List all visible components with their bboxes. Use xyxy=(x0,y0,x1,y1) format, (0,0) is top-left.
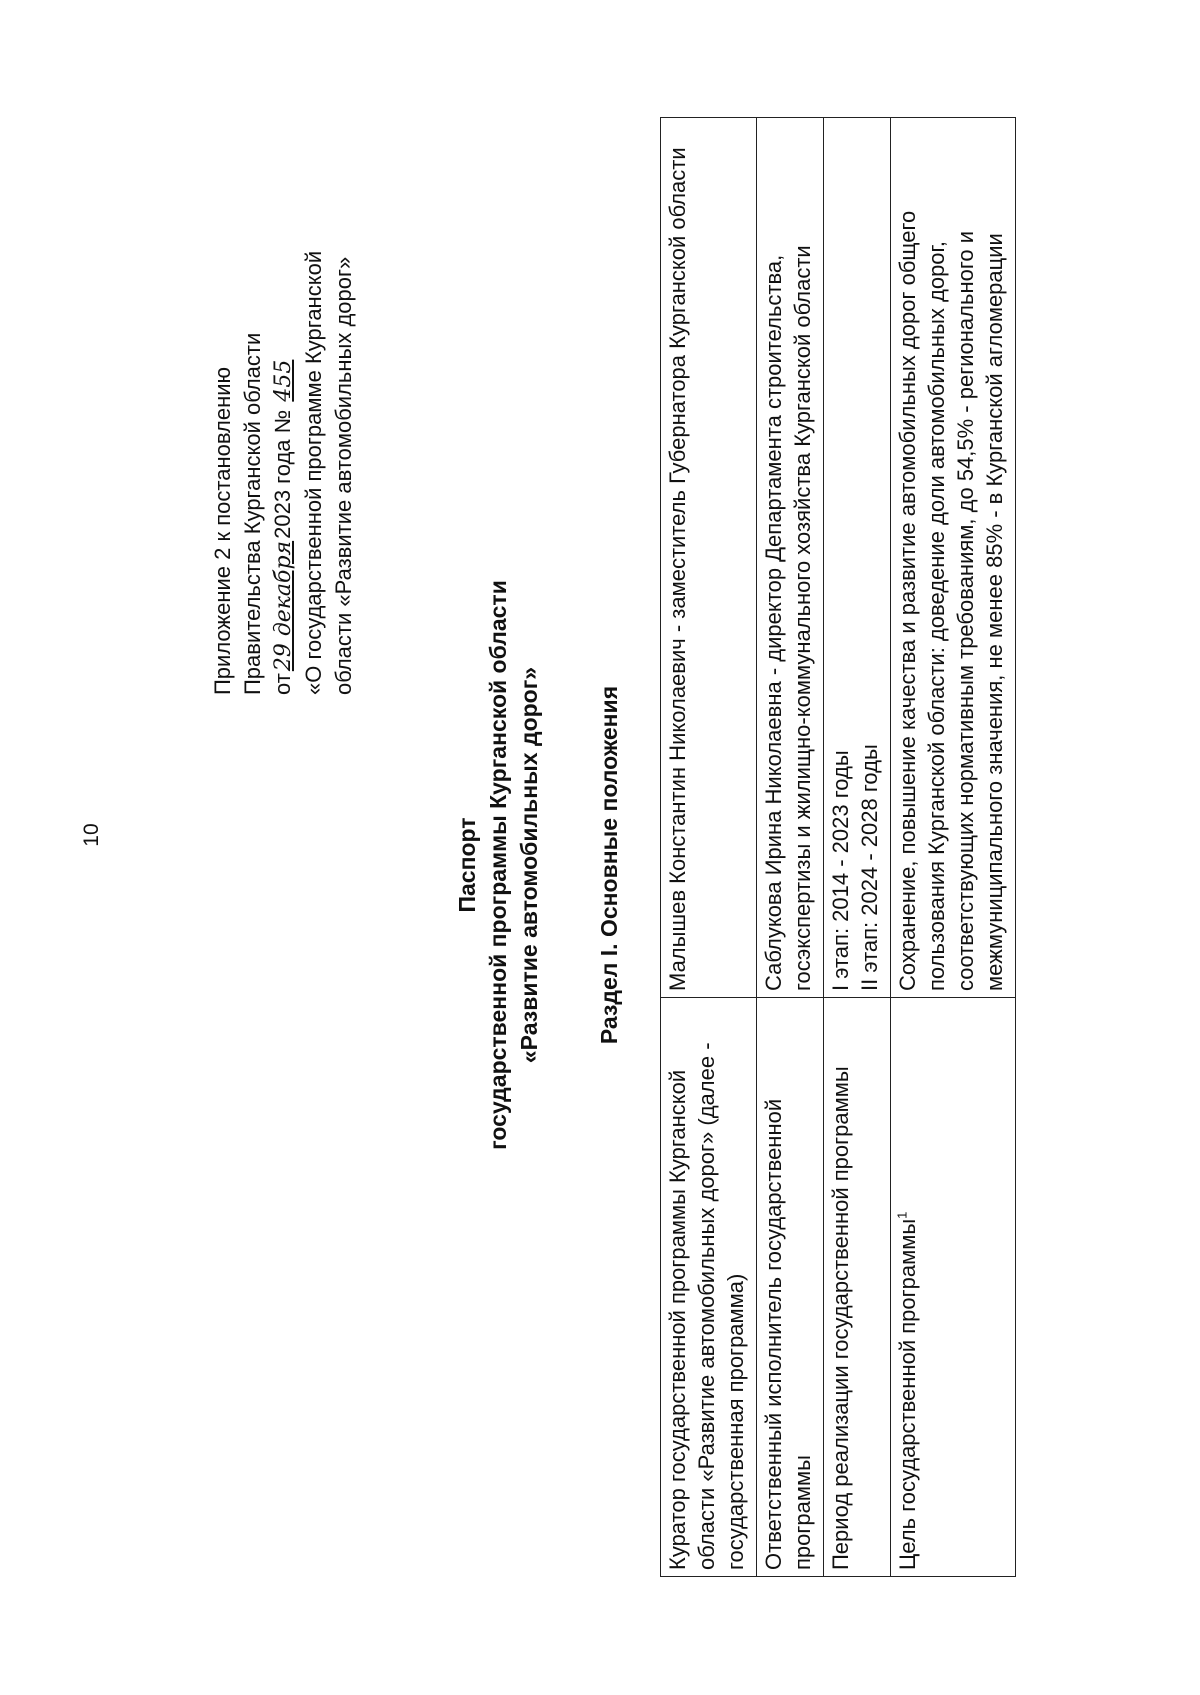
date-suffix: 2023 года № xyxy=(270,409,295,539)
row-label xyxy=(891,998,1016,1577)
row-value: Малышев Константин Николаевич - заместитель Губернатора Курганской области xyxy=(661,118,757,998)
approval-block xyxy=(208,135,359,695)
row-value xyxy=(824,118,891,998)
row-value: Сохранение, повышение качества и развитие автомобильных дорог общего пользования Курганской области: доведение доли автомобильных дорог, соответствующих нормативным требованиям, до 54,5% - регионального и межмуниципального значения, не менее 85% - в Курганской агломерации xyxy=(891,118,1016,998)
stage-line: II этап: 2024 - 2028 годы xyxy=(857,744,882,991)
passport-table xyxy=(660,117,1016,1577)
row-label: Куратор государственной программы Курганской области «Развитие автомобильных дорог» (далее - государственная программа) xyxy=(661,998,757,1577)
approval-line: «О государственной программе Курганской xyxy=(301,250,326,695)
row-value: Саблукова Ирина Николаевна - директор Департамента строительства, госэкспертизы и жилищно-коммунального хозяйства Курганской области xyxy=(757,118,824,998)
approval-date-line xyxy=(268,135,299,695)
approval-line: Правительства Курганской области xyxy=(240,332,265,695)
handwritten-number: 455 xyxy=(271,359,296,402)
row-label: Период реализации государственной программы xyxy=(824,998,891,1577)
approval-line: Приложение 2 к постановлению xyxy=(210,366,235,695)
handwritten-date: 29 декабря xyxy=(271,540,296,672)
title-line: «Развитие автомобильных дорог» xyxy=(516,666,542,1064)
table-row xyxy=(757,118,824,1577)
table-row xyxy=(891,118,1016,1577)
date-prefix: от xyxy=(270,673,295,695)
section-title: Раздел I. Основные положения xyxy=(596,685,622,1045)
title-line: государственной программы Курганской области xyxy=(485,580,511,1150)
row-label: Ответственный исполнитель государственной программы xyxy=(757,998,824,1577)
stage-line: I этап: 2014 - 2023 годы xyxy=(828,750,853,991)
page-number: 10 xyxy=(80,823,103,847)
row-label-text: Цель государственной программы xyxy=(895,1218,920,1570)
footnote-marker: 1 xyxy=(894,1211,910,1219)
passport-title xyxy=(452,455,545,1275)
table-row xyxy=(661,118,757,1577)
table-row xyxy=(824,118,891,1577)
approval-line: области «Развитие автомобильных дорог» xyxy=(331,256,356,695)
title-line: Паспорт xyxy=(454,817,480,913)
